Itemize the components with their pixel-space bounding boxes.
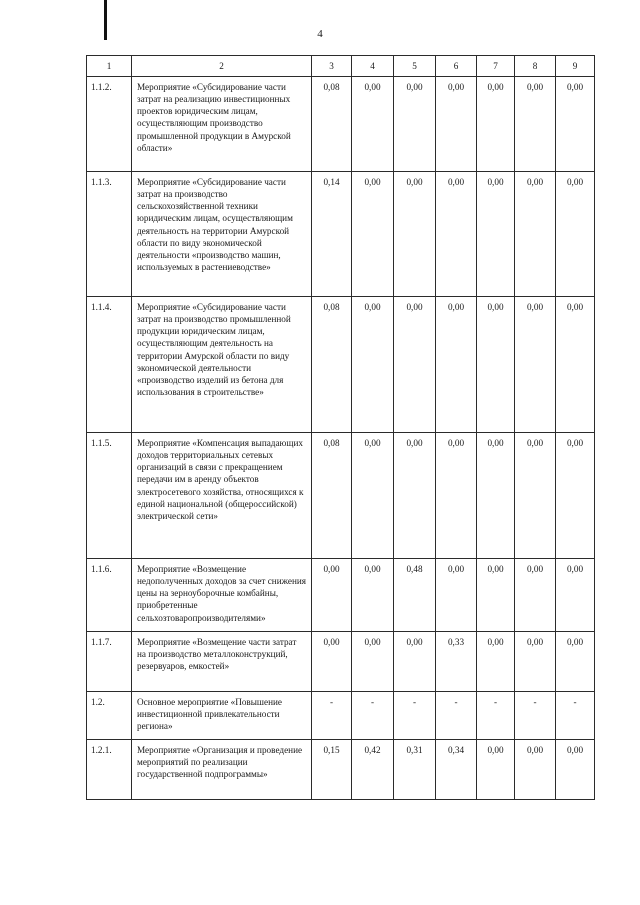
row-name: Основное мероприятие «Повышение инвестиционной привлекательности региона» — [132, 692, 312, 740]
header-cell: 9 — [556, 56, 595, 77]
value-cell: 0,00 — [312, 559, 352, 632]
value-cell: 0,00 — [394, 632, 436, 692]
header-cell: 4 — [352, 56, 394, 77]
value-cell: 0,00 — [352, 632, 394, 692]
value-cell: 0,00 — [394, 172, 436, 297]
value-cell: 0,00 — [436, 172, 477, 297]
value-cell: 0,00 — [477, 740, 515, 800]
row-name: Мероприятие «Возмещение недополученных доходов за счет снижения цены на зерноуборочные комбайны, приобретенные сельхозтоваропроизводителями» — [132, 559, 312, 632]
page-number: 4 — [317, 28, 323, 40]
data-table — [86, 55, 595, 800]
value-cell: 0,00 — [515, 433, 556, 559]
value-cell: 0,00 — [312, 632, 352, 692]
table-row — [87, 692, 595, 740]
table-row — [87, 559, 595, 632]
table-row — [87, 433, 595, 559]
value-cell: 0,08 — [312, 297, 352, 433]
value-cell: - — [477, 692, 515, 740]
row-code: 1.1.6. — [87, 559, 132, 632]
value-cell: 0,08 — [312, 77, 352, 172]
value-cell: - — [556, 692, 595, 740]
row-name: Мероприятие «Субсидирование части затрат на производство промышленной продукции юридическим лицам, осуществляющим деятельность на территории Амурской области по виду экономической деятельности «производство изделий из бетона для использования в строительстве» — [132, 297, 312, 433]
value-cell: 0,00 — [556, 297, 595, 433]
row-name: Мероприятие «Субсидирование части затрат на производство сельскохозяйственной техники юридическим лицам, осуществляющим деятельность на территории Амурской области по виду экономической деятельности «производство машин, используемых в растениеводстве» — [132, 172, 312, 297]
value-cell: 0,00 — [556, 740, 595, 800]
value-cell: 0,00 — [352, 77, 394, 172]
value-cell: 0,34 — [436, 740, 477, 800]
value-cell: 0,00 — [556, 77, 595, 172]
value-cell: - — [312, 692, 352, 740]
row-code: 1.1.4. — [87, 297, 132, 433]
row-code: 1.1.2. — [87, 77, 132, 172]
value-cell: 0,48 — [394, 559, 436, 632]
row-code: 1.1.7. — [87, 632, 132, 692]
value-cell: 0,00 — [515, 632, 556, 692]
value-cell: 0,00 — [477, 559, 515, 632]
value-cell: 0,08 — [312, 433, 352, 559]
value-cell: 0,00 — [477, 77, 515, 172]
row-name: Мероприятие «Субсидирование части затрат на реализацию инвестиционных проектов юридическим лицам, осуществляющим производство промышленной продукции в Амурской области» — [132, 77, 312, 172]
value-cell: 0,14 — [312, 172, 352, 297]
value-cell: 0,00 — [352, 433, 394, 559]
value-cell: 0,00 — [436, 297, 477, 433]
value-cell: 0,00 — [394, 297, 436, 433]
value-cell: 0,00 — [477, 297, 515, 433]
value-cell: 0,00 — [477, 172, 515, 297]
header-cell: 6 — [436, 56, 477, 77]
row-name: Мероприятие «Организация и проведение мероприятий по реализации государственной подпрограммы» — [132, 740, 312, 800]
value-cell: 0,00 — [352, 297, 394, 433]
value-cell: 0,00 — [394, 433, 436, 559]
value-cell: 0,00 — [394, 77, 436, 172]
row-code: 1.1.3. — [87, 172, 132, 297]
header-cell: 8 — [515, 56, 556, 77]
value-cell: 0,00 — [556, 632, 595, 692]
value-cell: 0,00 — [352, 172, 394, 297]
header-row — [87, 56, 595, 77]
value-cell: 0,00 — [515, 77, 556, 172]
value-cell: 0,00 — [436, 433, 477, 559]
table-row — [87, 77, 595, 172]
value-cell: - — [394, 692, 436, 740]
value-cell: 0,15 — [312, 740, 352, 800]
row-name: Мероприятие «Возмещение части затрат на производство металлоконструкций, резервуаров, емкостей» — [132, 632, 312, 692]
header-cell: 7 — [477, 56, 515, 77]
value-cell: 0,33 — [436, 632, 477, 692]
row-name: Мероприятие «Компенсация выпадающих доходов территориальных сетевых организаций в связи с прекращением передачи им в аренду объектов электросетевого хозяйства, относящихся к единой национальной (общероссийской) электрической сети» — [132, 433, 312, 559]
value-cell: 0,00 — [477, 632, 515, 692]
value-cell: 0,00 — [556, 433, 595, 559]
table-row — [87, 172, 595, 297]
header-cell: 5 — [394, 56, 436, 77]
value-cell: 0,00 — [556, 172, 595, 297]
row-code: 1.2. — [87, 692, 132, 740]
value-cell: 0,00 — [436, 559, 477, 632]
value-cell: 0,00 — [436, 77, 477, 172]
header-cell: 1 — [87, 56, 132, 77]
table-row — [87, 740, 595, 800]
value-cell: 0,00 — [477, 433, 515, 559]
row-code: 1.2.1. — [87, 740, 132, 800]
value-cell: 0,00 — [515, 297, 556, 433]
value-cell: - — [352, 692, 394, 740]
value-cell: 0,00 — [352, 559, 394, 632]
value-cell: - — [515, 692, 556, 740]
value-cell: 0,00 — [515, 172, 556, 297]
table-row — [87, 297, 595, 433]
row-code: 1.1.5. — [87, 433, 132, 559]
value-cell: 0,00 — [515, 559, 556, 632]
value-cell: 0,00 — [556, 559, 595, 632]
value-cell: 0,42 — [352, 740, 394, 800]
header-cell: 2 — [132, 56, 312, 77]
value-cell: 0,31 — [394, 740, 436, 800]
header-cell: 3 — [312, 56, 352, 77]
value-cell: - — [436, 692, 477, 740]
value-cell: 0,00 — [515, 740, 556, 800]
table-row — [87, 632, 595, 692]
